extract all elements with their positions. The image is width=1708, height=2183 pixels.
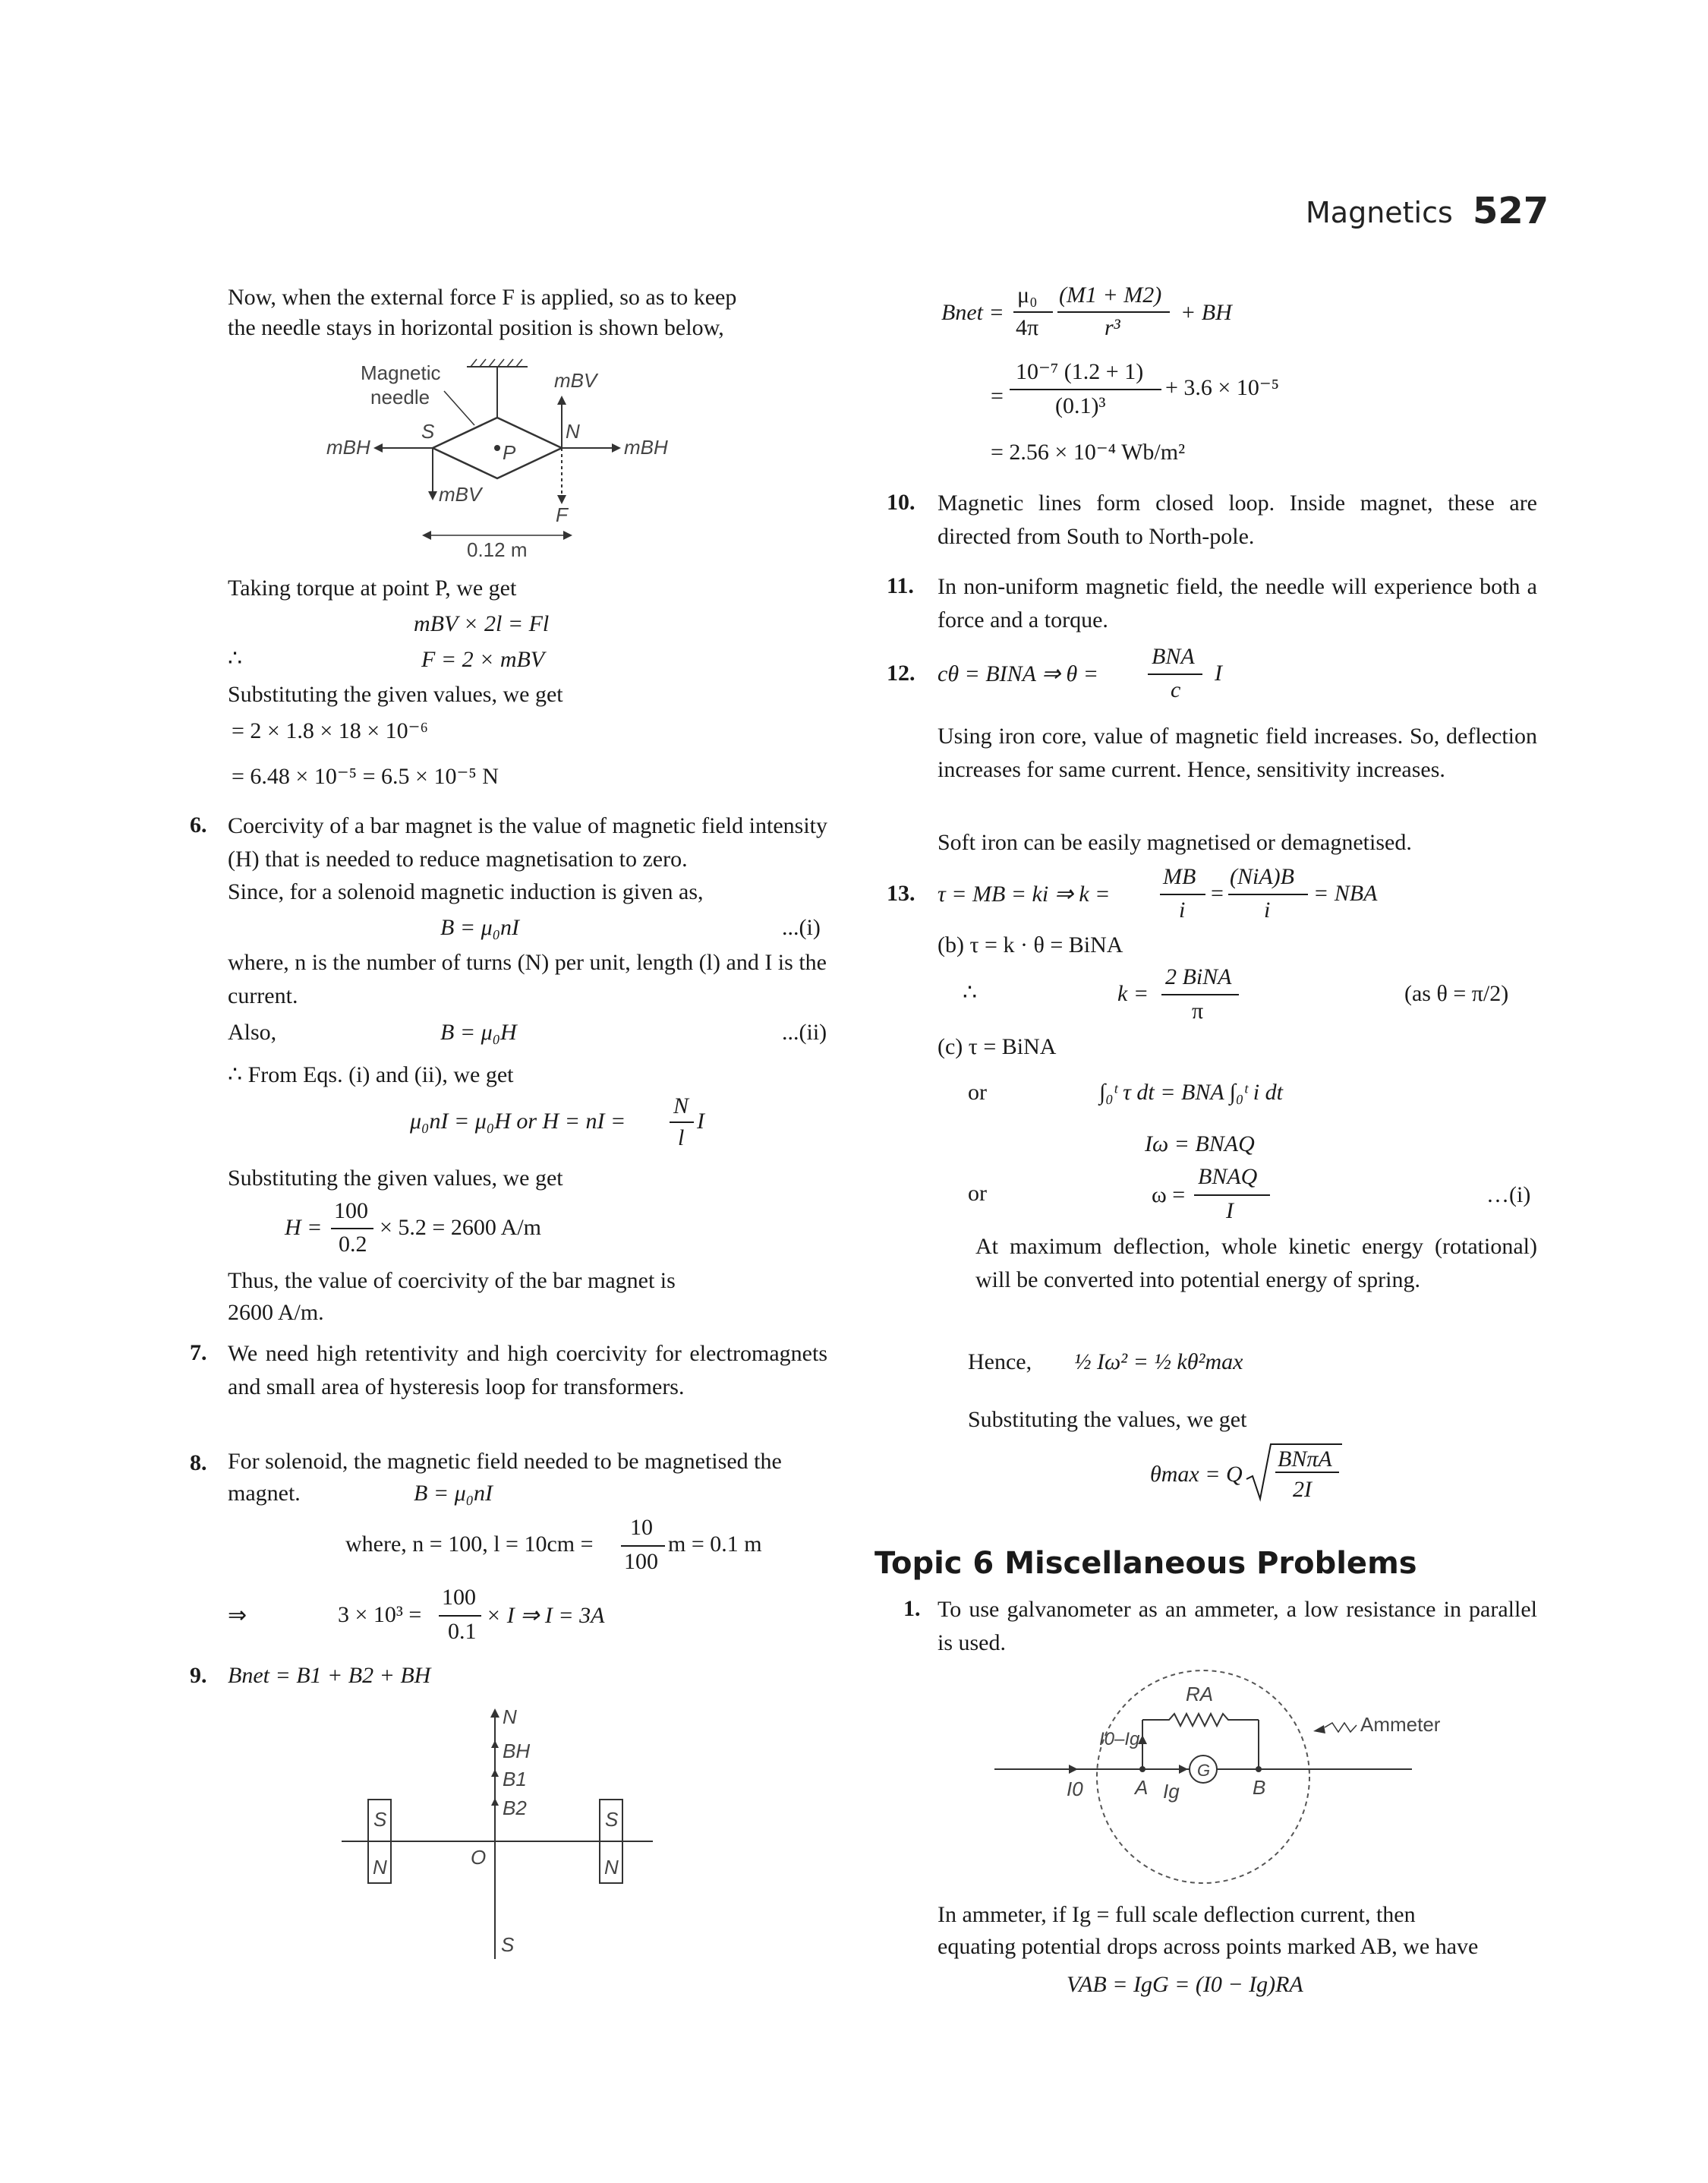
q8-eq: B = μ₀nI (414, 1481, 493, 1506)
q13-k-lhs: k = (1117, 981, 1149, 1006)
q6-where: where, n is the number of turns (N) per unit, length (l) and I is the current. (228, 950, 827, 1008)
q11-text: In non-uniform magnetic field, the needle will experience both a force and a torque. (938, 574, 1537, 633)
q13-f2-num: (NiA)B (1230, 864, 1294, 889)
q8-where: where, n = 100, l = 10cm = (345, 1532, 594, 1557)
q8-bar2 (439, 1615, 481, 1617)
q9-eq: Bnet = B1 + B2 + BH (228, 1663, 431, 1688)
bnet-bar-2 (1057, 311, 1170, 313)
fig3-label-i0ig: I0–Ig (1099, 1729, 1140, 1749)
eq-force: F = 2 × mBV (421, 647, 545, 672)
eq-b-h: B = μ₀H (440, 1020, 517, 1045)
eq-b-solenoid: B = μ₀nI (440, 915, 520, 940)
q13-w-den: I (1226, 1198, 1234, 1223)
calc-plus: + 3.6 × 10⁻⁵ (1165, 375, 1280, 400)
fig3-label-i0: I0 (1067, 1778, 1083, 1800)
q12-text: Using iron core, value of magnetic field increases. So, deflection increases for same current. Hence, sensitivity increases. (938, 724, 1537, 782)
intro-line-2: the needle stays in horizontal position is shown below, (228, 315, 724, 340)
q13-integral: ∫₀ᵗ τ dt = BNA ∫₀ᵗ i dt (1099, 1080, 1283, 1105)
q13-k-num: 2 BiNA (1165, 964, 1232, 989)
eq-h2-bar (331, 1228, 373, 1229)
bnet-bh: + BH (1180, 300, 1232, 325)
bnet-mu: μ₀ (1017, 282, 1038, 308)
eq-h-frac-bar (670, 1121, 694, 1123)
topic-heading: Topic 6 Miscellaneous Problems (874, 1546, 1417, 1581)
eq-torque: mBV × 2l = Fl (414, 611, 550, 636)
q13-w-num: BNAQ (1198, 1164, 1258, 1189)
q13-f2-den: i (1264, 897, 1271, 923)
t1-text: To use galvanometer as an ammeter, a low resistance in parallel is used. (938, 1597, 1537, 1655)
thus-line: Thus, the value of coercivity of the bar magnet is (228, 1268, 676, 1293)
fig2-right-s: S (605, 1808, 619, 1831)
q6-number: 6. (190, 812, 207, 838)
q13-f1-bar (1160, 894, 1205, 895)
from-eqs-line: ∴ From Eqs. (i) and (ii), we get (228, 1062, 514, 1087)
q13-therefore: ∴ (963, 980, 978, 1005)
eq-h2-lhs: H = (285, 1215, 323, 1240)
q8-num2: 100 (442, 1585, 476, 1610)
q12-frac-num: BNA (1152, 644, 1195, 669)
q8-den2: 0.1 (448, 1619, 477, 1644)
fig1-label-f: F (556, 503, 568, 526)
q8-number: 8. (190, 1450, 207, 1475)
q8-text-1: For solenoid, the magnetic field needed to be magnetised the (228, 1449, 782, 1474)
q13-sqrt-num: BNπA (1278, 1446, 1332, 1472)
q7-number: 7. (190, 1340, 207, 1365)
eq-h2-den: 0.2 (339, 1232, 367, 1257)
q13-w-lhs: ω = (1152, 1182, 1186, 1207)
q12-frac-den: c (1171, 677, 1181, 702)
q13-text: At maximum deflection, whole kinetic energy (rotational) will be converted into potential energy of spring. (975, 1234, 1537, 1292)
fig1-label-s: S (421, 420, 435, 443)
q13-as-note: (as θ = π/2) (1404, 981, 1509, 1006)
intro-line-1: Now, when the external force F is applied, so as to keep (228, 285, 737, 310)
or-label-1: or (968, 1080, 987, 1105)
calc-line-2: = 6.48 × 10⁻⁵ = 6.5 × 10⁻⁵ N (232, 764, 499, 789)
substituting-line-3: Substituting the values, we get (968, 1407, 1247, 1432)
fig3-label-ra: RA (1186, 1683, 1214, 1705)
q13-k-den: π (1192, 998, 1204, 1024)
q13-theta-lhs: θmax = Q (1150, 1462, 1243, 1487)
q13-f1-num: MB (1163, 864, 1196, 889)
eq-h-frac-num: N (673, 1093, 689, 1118)
q8-implies: ⇒ (228, 1603, 247, 1628)
bnet-lhs: Bnet = (941, 300, 1004, 325)
q8-frac-num: 10 (630, 1515, 653, 1540)
substituting-line-1: Substituting the given values, we get (228, 682, 563, 707)
fig2-label-b2: B2 (503, 1797, 527, 1819)
calc-result: = 2.56 × 10⁻⁴ Wb/m² (991, 440, 1186, 465)
calc-num: 10⁻⁷ (1.2 + 1) (1016, 359, 1144, 384)
bnet-m: (M1 + M2) (1059, 282, 1162, 308)
fig3-label-ig: Ig (1163, 1780, 1180, 1803)
fig1-label-p: P (503, 441, 516, 464)
q13-lhs: τ = MB = ki ⇒ k = (938, 882, 1111, 907)
fig3-label-b: B (1253, 1776, 1266, 1799)
calc-bar (1010, 389, 1161, 390)
q8-lhs: 3 × 10³ = (338, 1602, 422, 1627)
thus-value: 2600 A/m. (228, 1300, 324, 1325)
fig1-label-needle: needle (370, 386, 430, 409)
ammeter-text-1: In ammeter, if Ig = full scale deflection current, then (938, 1902, 1416, 1927)
q13-part-c: (c) τ = BiNA (938, 1034, 1057, 1059)
tag-i: ...(i) (782, 915, 821, 940)
tag-ii: ...(ii) (782, 1020, 827, 1045)
q10-number: 10. (887, 490, 915, 515)
eq-h-lhs: μ₀nI = μ₀H or H = nI = (410, 1109, 626, 1134)
q13-f1-den: i (1179, 897, 1186, 923)
q6-solenoid-line: Since, for a solenoid magnetic induction is given as, (228, 879, 704, 904)
fig1-label-n: N (566, 420, 580, 443)
q9-number: 9. (190, 1663, 207, 1688)
fig1-label-mbh-left: mBH (326, 436, 370, 459)
therefore-symbol: ∴ (228, 646, 243, 671)
fig2-label-n: N (503, 1705, 517, 1728)
fig2-label-b1: B1 (503, 1768, 527, 1790)
torque-line: Taking torque at point P, we get (228, 576, 517, 601)
q8-text-2: magnet. (228, 1481, 301, 1506)
fig3-label-g: G (1197, 1761, 1211, 1780)
running-header-title: Magnetics (1306, 196, 1453, 229)
bnet-r3: r³ (1105, 315, 1120, 340)
q13-rhs: = NBA (1313, 881, 1378, 906)
eq-h-i: I (697, 1109, 704, 1134)
q13-w-bar (1194, 1194, 1270, 1196)
fig2-left-n: N (373, 1856, 387, 1879)
q12-soft-iron: Soft iron can be easily magnetised or demagnetised. (938, 830, 1412, 855)
q12-lhs: cθ = BINA ⇒ θ = (938, 661, 1099, 686)
q8-frac-den: 100 (624, 1549, 658, 1574)
calc-den: (0.1)³ (1055, 393, 1106, 418)
q8-rhs: × I ⇒ I = 3A (486, 1603, 605, 1628)
q7-text: We need high retentivity and high coercivity for electromagnets and small area of hysteresis loop for transformers. (228, 1341, 827, 1399)
eq-h-frac-den: l (678, 1125, 685, 1150)
fig3-label-ammeter: Ammeter (1360, 1713, 1441, 1736)
q8-frac-bar (621, 1545, 665, 1547)
q12-frac-bar (1148, 674, 1202, 675)
q12-number: 12. (887, 661, 915, 686)
bnet-bar-1 (1013, 311, 1053, 313)
hence-label: Hence, (968, 1349, 1032, 1374)
fig2-label-bh: BH (503, 1740, 531, 1762)
fig1-label-magnetic: Magnetic (361, 361, 441, 384)
bnet-4pi: 4π (1016, 315, 1039, 340)
page-number: 527 (1473, 190, 1549, 232)
q13-eq-sign: = (1211, 881, 1224, 906)
q13-tag-i: …(i) (1486, 1182, 1531, 1207)
q13-iw: Iω = BNAQ (1145, 1131, 1255, 1156)
fig1-label-mbv-top: mBV (554, 369, 597, 392)
substituting-line-2: Substituting the given values, we get (228, 1166, 563, 1191)
q13-energy-eq: ½ Iω² = ½ kθ²max (1074, 1349, 1243, 1374)
q8-where-rhs: m = 0.1 m (668, 1532, 762, 1557)
ammeter-text-2: equating potential drops across points marked AB, we have (938, 1934, 1479, 1959)
or-label-2: or (968, 1181, 987, 1206)
q10-text: Magnetic lines form closed loop. Inside magnet, these are directed from South to North-pole. (938, 491, 1537, 549)
eq-h2-num: 100 (334, 1198, 368, 1223)
ammeter-eq: VAB = IgG = (I0 − Ig)RA (1067, 1972, 1303, 1997)
q13-sqrt-den: 2I (1293, 1477, 1312, 1502)
q6-text: Coercivity of a bar magnet is the value of magnetic field intensity (H) that is needed to reduce magnetisation to zero. (228, 813, 827, 872)
fig2-label-s: S (501, 1933, 515, 1956)
calc-eq-sign: = (991, 383, 1004, 409)
q13-part-b: (b) τ = k · θ = BiNA (938, 932, 1123, 957)
fig1-label-distance: 0.12 m (467, 538, 528, 561)
fig2-left-s: S (373, 1808, 387, 1831)
bar-magnets-figure (334, 1701, 668, 1967)
q12-i: I (1215, 661, 1222, 686)
ammeter-figure (987, 1655, 1442, 1898)
magnetic-needle-figure (319, 353, 698, 562)
t1-number: 1. (903, 1596, 921, 1621)
fig3-label-a: A (1135, 1776, 1149, 1799)
q13-number: 13. (887, 881, 915, 906)
fig1-label-mbh-right: mBH (624, 436, 668, 459)
q13-k-bar (1161, 994, 1239, 995)
fig2-label-o: O (471, 1846, 487, 1869)
calc-line-1: = 2 × 1.8 × 18 × 10⁻⁶ (232, 718, 428, 743)
fig1-label-mbv-bottom: mBV (439, 483, 482, 506)
also-label: Also, (228, 1020, 277, 1045)
q11-number: 11. (887, 573, 914, 598)
eq-h2-rhs: × 5.2 = 2600 A/m (380, 1215, 542, 1240)
q13-f2-bar (1228, 894, 1308, 895)
fig2-right-n: N (604, 1856, 619, 1879)
